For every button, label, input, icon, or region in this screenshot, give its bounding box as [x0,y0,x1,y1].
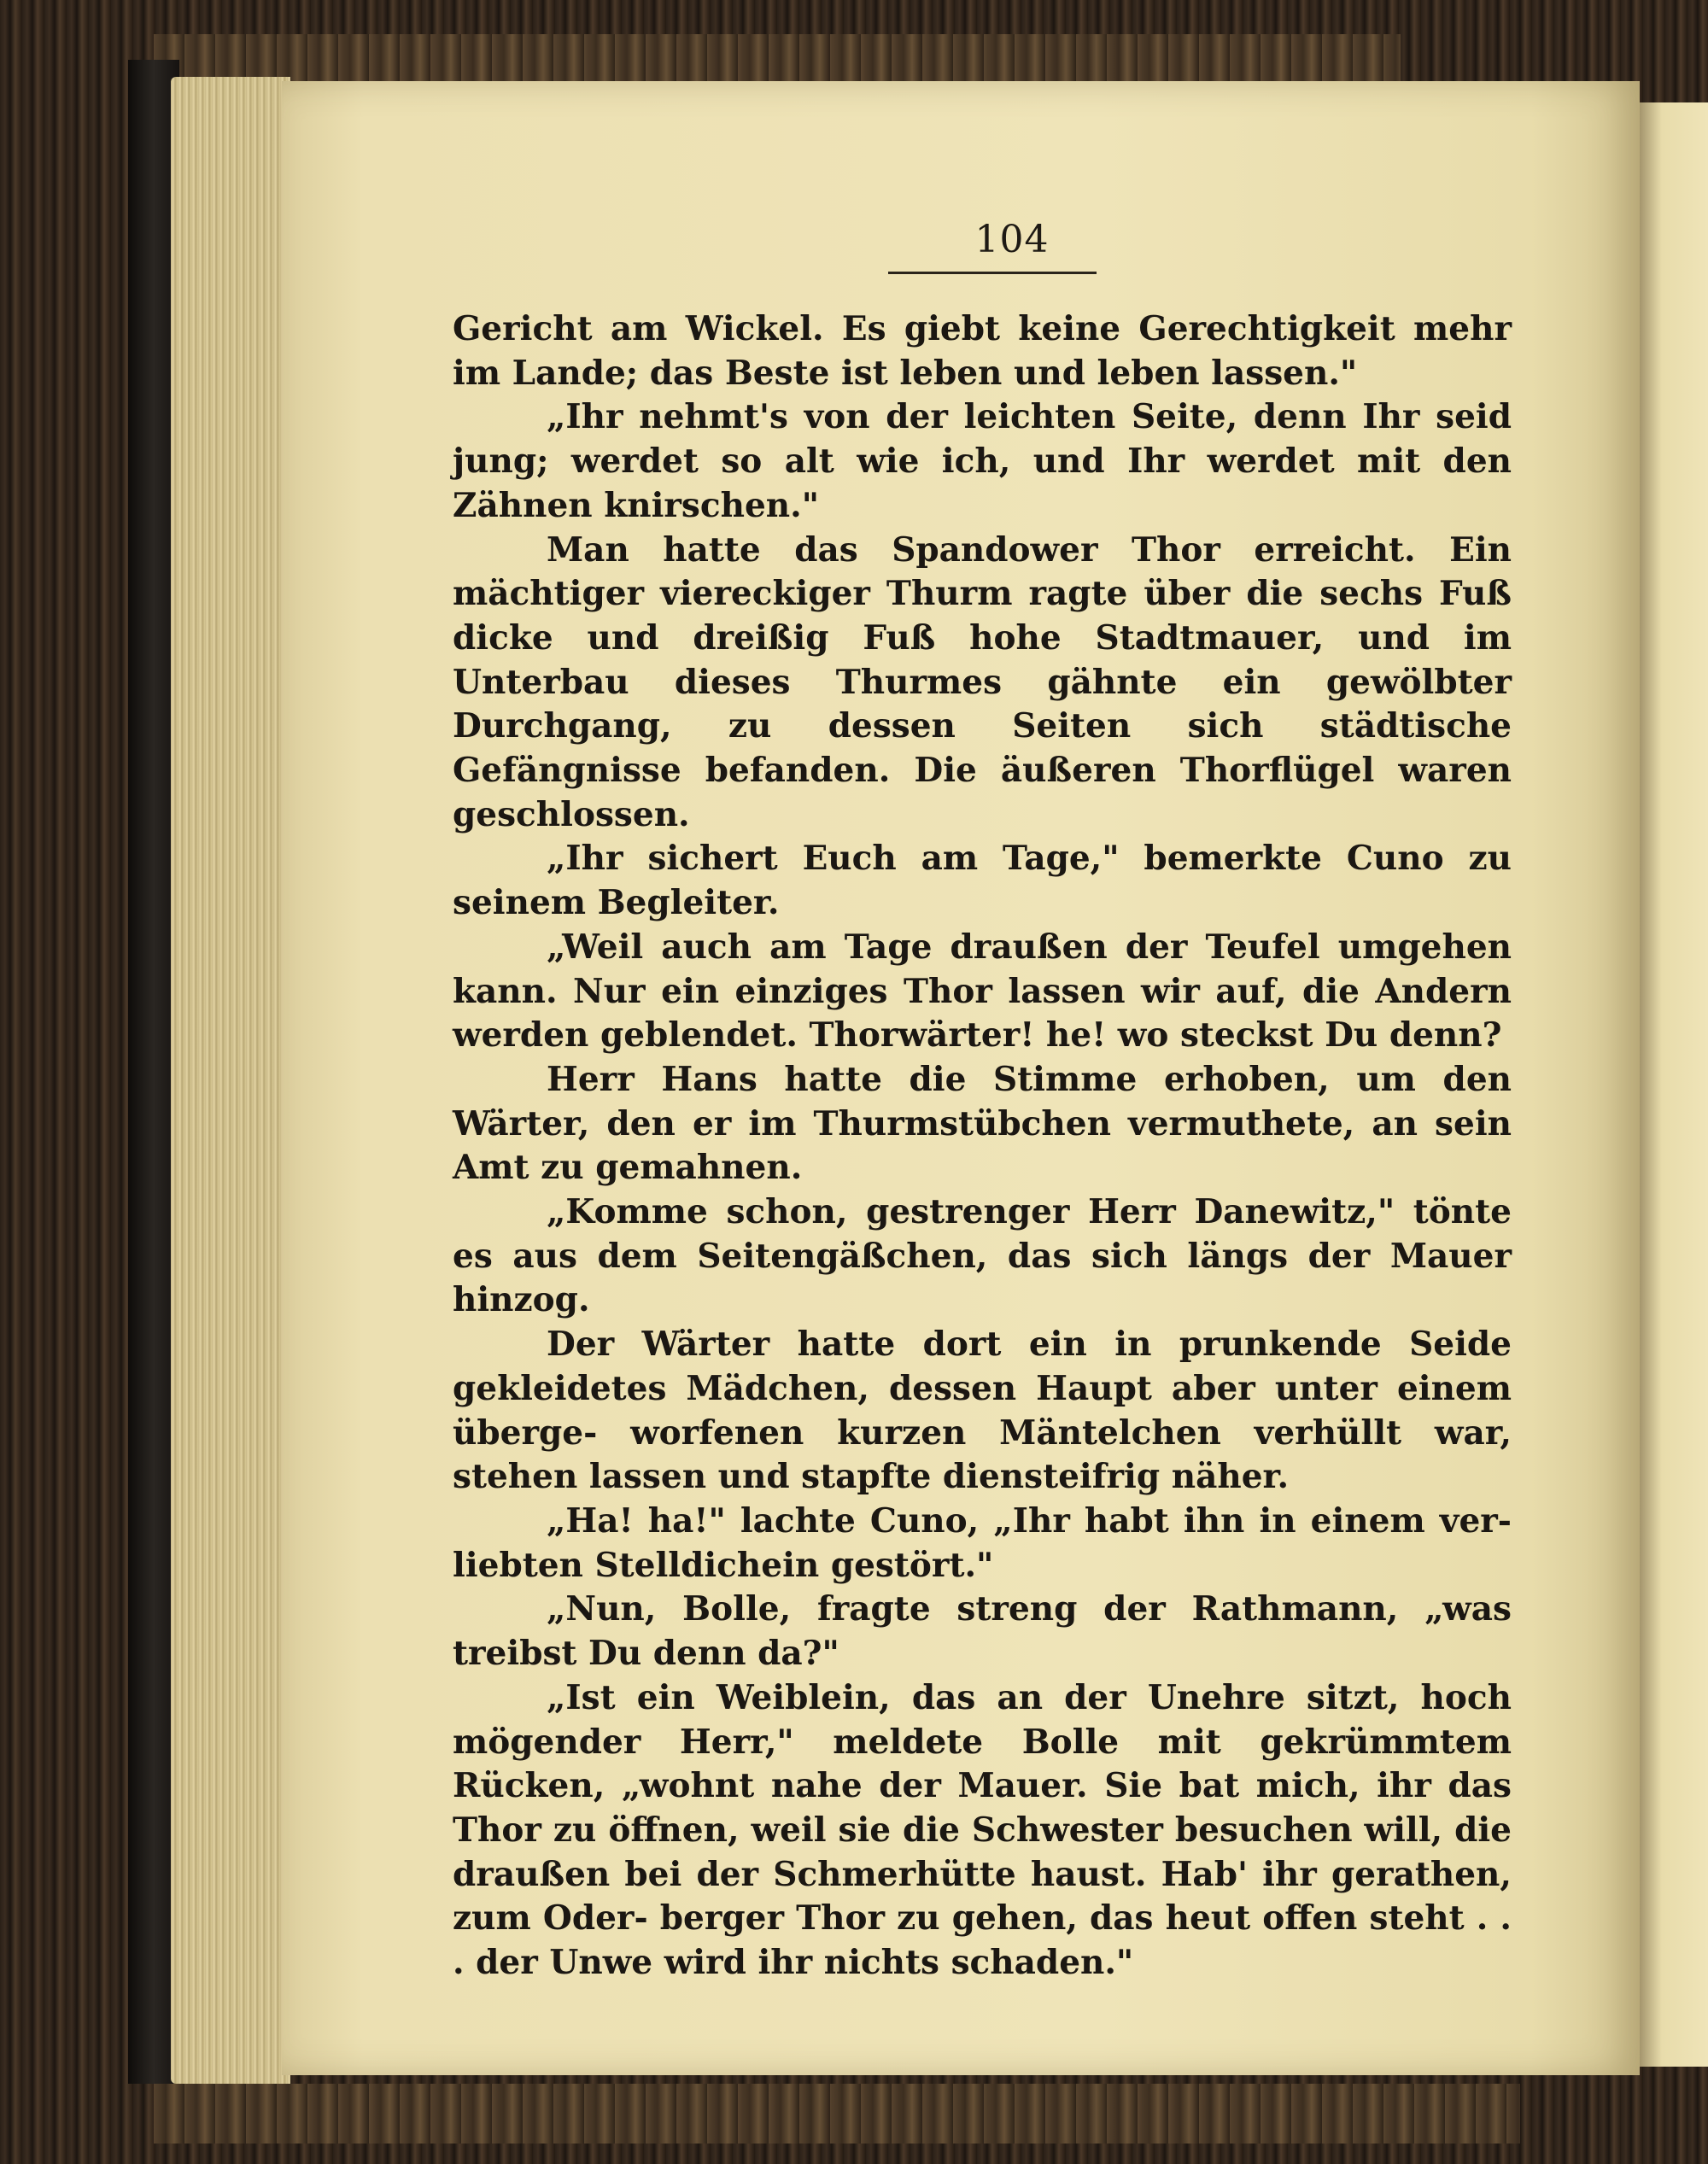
paragraph: Man hatte das Spandower Thor erreicht. Ein mächtiger viereckiger Thurm ragte über die sechs Fuß dicke und dreißig Fuß hohe Stadtmauer, und im Unterbau dieses Thurmes gähnte ein gewölbter Durchgang, zu dessen Seiten sich städtische Gefängnisse befanden. Die äußeren Thorflügel waren geschlossen. [453,529,1512,834]
paragraph: „Nun, Bolle, fragte streng der Rathmann, „was treibst Du denn da?" [453,1589,1512,1674]
paragraph: „Weil auch am Tage draußen der Teufel umgehen kann. Nur ein einziges Thor lassen wir auf, die Andern werden geblendet. Thorwärter! he! wo steckst Du denn? [453,927,1512,1056]
paragraph: Herr Hans hatte die Stimme erhoben, um den Wärter, den er im Thurmstübchen vermuthete, an sein Amt zu gemahnen. [453,1059,1512,1188]
paragraph: Der Wärter hatte dort ein in prunkende Seide gekleidetes Mädchen, dessen Haupt aber unter einem überge- worfenen kurzen Mäntelchen verhüllt war, stehen lassen und stapfte diensteifrig näher. [453,1325,1512,1497]
paragraph: „Ha! ha!" lachte Cuno, „Ihr habt ihn in einem ver- liebten Stelldichein gestört." [453,1500,1512,1585]
stacked-page-edges [171,77,290,2084]
page-number: 104 [974,218,1050,261]
paragraph: „Komme schon, gestrenger Herr Danewitz," tönte es aus dem Seitengäßchen, das sich längs der Mauer hinzog. [453,1192,1512,1320]
facing-page-edge [1631,102,1708,2067]
paragraph: „Ihr sichert Euch am Tage," bemerkte Cuno zu seinem Begleiter. [453,839,1512,923]
paragraph: Gericht am Wickel. Es giebt keine Gerechtigkeit mehr im Lande; das Beste ist leben und leben lassen." [453,309,1512,393]
paragraph: „Ist ein Weiblein, das an der Unehre sitzt, hoch mögender Herr," meldete Bolle mit gekrümmtem Rücken, „wohnt nahe der Mauer. Sie bat mich, ihr das Thor zu öffnen, weil sie die Schwester besuchen will, die draußen bei der Schmerhütte haust. Hab' ihr gerathen, zum Oder- berger Thor zu gehen, das heut offen steht . . . der Unwe wird ihr nichts schaden." [453,1677,1512,1983]
book-cover-bottom-edge [154,2084,1520,2144]
book-cover-top-edge [154,34,1401,85]
paragraph: „Ihr nehmt's von der leichten Seite, denn Ihr seid jung; werdet so alt wie ich, und Ihr werdet mit den Zähnen knirschen." [453,397,1512,525]
page-number-rule [888,272,1097,274]
page-text [453,307,1512,1986]
